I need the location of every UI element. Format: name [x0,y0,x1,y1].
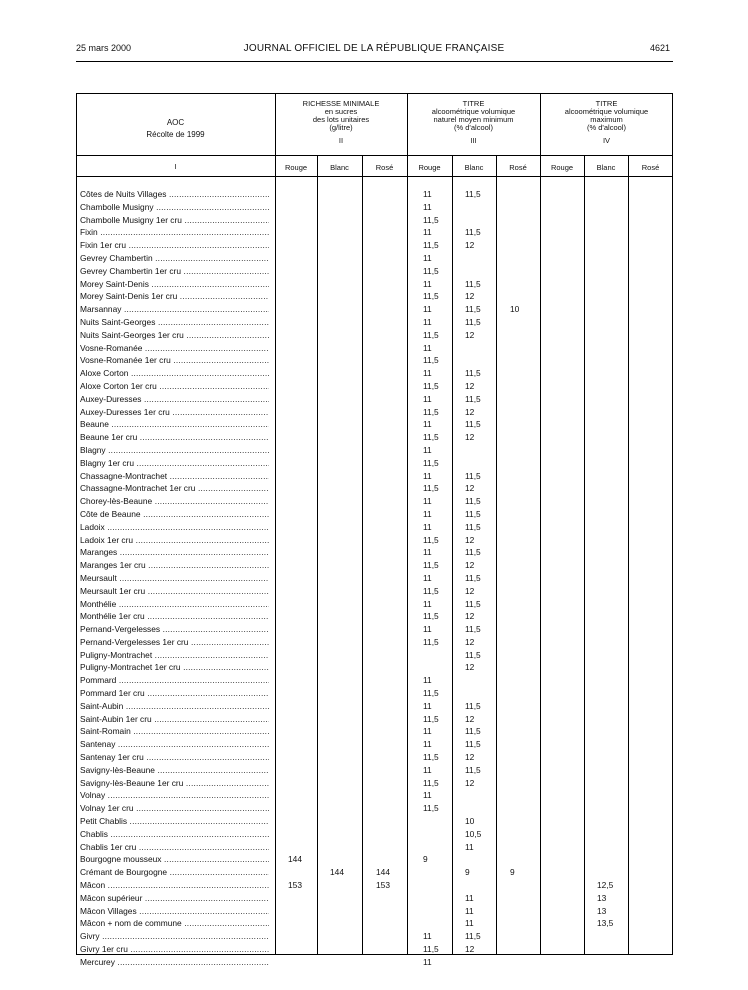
table-row [0,201,748,214]
table-cell: 11 [465,841,474,852]
table-row [0,534,748,547]
aoc-name: Fixin 1er cru ..... [80,239,269,252]
table-cell: 12 [465,406,475,417]
table-cell: 11 [423,726,432,737]
aoc-name: Marsannay ..... [80,303,269,316]
aoc-name: Pernand-Vergelesses ..... [80,623,269,636]
table-cell: 11 [423,316,432,327]
table-row [0,598,748,611]
table-cell: 11 [423,931,432,942]
aoc-name: Mâcon supérieur ..... [80,892,269,905]
aoc-name: Beaune ..... [80,418,269,431]
table-cell: 11,5 [423,560,439,571]
table-row [0,789,748,802]
table-cell: 11 [423,956,432,967]
table-cell: 11,5 [465,624,481,635]
subheader-rouge: Rouge [284,163,308,172]
table-cell: 10 [465,816,475,827]
table-cell: 11,5 [423,688,439,699]
table-cell: 12 [465,636,475,647]
table-cell: 12 [465,329,475,340]
table-cell: 11,5 [465,189,481,199]
table-row [0,623,748,636]
aoc-name: Morey Saint-Denis 1er cru ..... [80,290,269,303]
table-cell: 13,5 [597,918,614,929]
aoc-name: Bourgogne mousseux ..... [80,853,269,866]
table-row [0,713,748,726]
aoc-name: Chassagne-Montrachet 1er cru ..... [80,482,269,495]
table-row [0,636,748,649]
header-date: 25 mars 2000 [76,43,132,53]
table-cell: 11 [465,918,474,929]
table-row [0,956,748,969]
table-cell: 11 [423,227,432,238]
table-cell: 9 [510,867,515,878]
table-cell: 12 [465,944,475,955]
aoc-name: Mâcon ..... [80,879,269,892]
subheader-rose: Rosé [641,163,660,172]
table-cell: 11,5 [465,368,481,379]
aoc-name: Mâcon Villages ..... [80,905,269,918]
table-cell: 12 [465,483,475,494]
table-cell: 11,5 [465,649,481,660]
aoc-name: Santenay 1er cru ..... [80,751,269,764]
table-row [0,892,748,905]
aoc-name: Chablis 1er cru ..... [80,841,269,854]
table-cell: 11 [423,700,432,711]
table-cell: 11 [423,393,432,404]
table-row [0,482,748,495]
table-row [0,802,748,815]
table-cell: 11,5 [423,240,439,251]
aoc-name: Nuits Saint-Georges ..... [80,316,269,329]
table-row [0,444,748,457]
table-cell: 11,5 [423,534,439,545]
subheader-blanc: Blanc [464,163,484,172]
group-titre-max-header: TITRE alcoométrique volumique maximum (% d'alcool) IV [564,99,649,145]
table-cell: 11,5 [423,803,439,814]
aoc-name: Mâcon + nom de commune ..... [80,917,269,930]
table-row [0,943,748,956]
table-cell: 11,5 [423,432,439,443]
table-cell: 9 [465,867,470,878]
table-row [0,457,748,470]
table-row [0,226,748,239]
table-row [0,725,748,738]
table-cell: 11 [423,675,432,686]
table-cell: 12 [465,560,475,571]
table-row [0,841,748,854]
subheader-rouge: Rouge [418,163,441,172]
col-aoc-numeral: I [174,162,177,171]
aoc-name: Côte de Beaune ..... [80,508,269,521]
aoc-name: Morey Saint-Denis ..... [80,278,269,291]
table-row [0,278,748,291]
table-cell: 11,5 [423,713,439,724]
aoc-name: Mercurey ..... [80,956,269,969]
aoc-name: Petit Chablis ..... [80,815,269,828]
table-cell: 12 [465,291,475,302]
aoc-name: Nuits Saint-Georges 1er cru ..... [80,329,269,342]
table-cell: 11,5 [423,483,439,494]
table-cell: 11 [423,790,432,801]
table-cell: 12 [465,713,475,724]
aoc-name: Ladoix ..... [80,521,269,534]
table-cell: 11,5 [423,636,439,647]
aoc-name: Volnay 1er cru ..... [80,802,269,815]
aoc-name: Beaune 1er cru ..... [80,431,269,444]
table-cell: 11 [423,521,432,532]
table-row [0,572,748,585]
aoc-name: Chambolle Musigny 1er cru ..... [80,214,269,227]
aoc-name: Vosne-Romanée 1er cru ..... [80,354,269,367]
table-cell: 11,5 [465,470,481,481]
aoc-name: Meursault ..... [80,572,269,585]
table-row [0,265,748,278]
aoc-name: Gevrey Chambertin 1er cru ..... [80,265,269,278]
aoc-name: Monthélie ..... [80,598,269,611]
table-cell: 12 [465,240,475,251]
table-cell: 11,5 [423,329,439,340]
table-cell: 12 [465,534,475,545]
table-row [0,252,748,265]
table-cell: 11 [423,470,432,481]
table-row [0,738,748,751]
table-cell: 11 [423,739,432,750]
subheader-blanc: Blanc [596,163,616,172]
table-cell: 11,5 [465,739,481,750]
table-row [0,610,748,623]
table-cell: 11,5 [465,419,481,430]
aoc-name: Blagny ..... [80,444,269,457]
table-cell: 11,5 [423,585,439,596]
table-cell: 11,5 [423,214,439,225]
aoc-name: Saint-Aubin ..... [80,700,269,713]
aoc-name: Volnay ..... [80,789,269,802]
aoc-name: Crémant de Bourgogne ..... [80,866,269,879]
table-row [0,751,748,764]
table-row [0,687,748,700]
table-row [0,342,748,355]
aoc-name: Saint-Romain ..... [80,725,269,738]
table-row [0,546,748,559]
table-cell: 12 [465,662,475,673]
aoc-name: Côtes de Nuits Villages ..... [80,188,269,201]
table-row [0,866,748,879]
table-row [0,380,748,393]
table-cell: 11,5 [465,931,481,942]
table-cell: 10,5 [465,828,482,839]
aoc-name: Chablis ..... [80,828,269,841]
table-row [0,367,748,380]
table-cell: 11 [423,342,432,353]
table-cell: 12 [465,585,475,596]
aoc-name: Ladoix 1er cru ..... [80,534,269,547]
table-cell: 11,5 [465,496,481,507]
table-row [0,316,748,329]
table-cell: 12,5 [597,880,614,891]
header-rule-1 [76,155,673,156]
table-cell: 11,5 [465,547,481,558]
aoc-name: Givry ..... [80,930,269,943]
table-cell: 13 [597,892,607,903]
table-cell: 144 [376,867,390,878]
table-row [0,214,748,227]
table-cell: 144 [330,867,344,878]
table-row [0,585,748,598]
table-row [0,508,748,521]
table-row [0,521,748,534]
table-cell: 11 [423,496,432,507]
table-cell: 13 [597,905,607,916]
header-rule-2 [76,176,673,177]
table-cell: 12 [465,432,475,443]
aoc-name: Gevrey Chambertin ..... [80,252,269,265]
table-cell: 11,5 [423,291,439,302]
table-cell: 11 [423,598,432,609]
table-row [0,905,748,918]
aoc-name: Aloxe Corton ..... [80,367,269,380]
col-aoc-header: AOC Récolte de 1999 [146,118,205,139]
table-row [0,559,748,572]
table-row [0,188,748,201]
table-row [0,828,748,841]
table-cell: 11,5 [423,380,439,391]
table-row [0,879,748,892]
aoc-name: Maranges 1er cru ..... [80,559,269,572]
table-row [0,431,748,444]
table-row [0,418,748,431]
aoc-name: Puligny-Montrachet 1er cru ..... [80,661,269,674]
header-rule [76,61,673,62]
table-row [0,700,748,713]
aoc-name: Pommard 1er cru ..... [80,687,269,700]
table-cell: 11,5 [423,752,439,763]
table-cell: 153 [288,880,302,891]
aoc-name: Aloxe Corton 1er cru ..... [80,380,269,393]
table-cell: 11 [423,624,432,635]
table-cell: 11 [423,444,432,455]
group-richesse-header: RICHESSE MINIMALE en sucres des lots unitaires (g/litre) II [302,99,380,145]
table-cell: 11,5 [465,726,481,737]
table-row [0,649,748,662]
table-row [0,777,748,790]
table-cell: 11 [423,304,432,315]
table-cell: 144 [288,854,302,865]
aoc-name: Vosne-Romanée ..... [80,342,269,355]
table-cell: 11,5 [423,611,439,622]
table-cell: 10 [510,304,520,315]
table-cell: 11 [423,252,432,263]
table-cell: 11,5 [465,316,481,327]
table-cell: 11,5 [465,700,481,711]
table-body [0,188,748,969]
aoc-name: Monthélie 1er cru ..... [80,610,269,623]
table-row [0,354,748,367]
table-row [0,815,748,828]
table-cell: 11,5 [423,457,439,468]
aoc-name: Savigny-lès-Beaune 1er cru ..... [80,777,269,790]
table-row [0,764,748,777]
table-cell: 11,5 [465,521,481,532]
table-row [0,853,748,866]
subheader-rose: Rosé [509,163,527,172]
aoc-name: Maranges ..... [80,546,269,559]
table-cell: 11,5 [423,944,439,955]
table-cell: 11,5 [465,278,481,289]
subheader-blanc: Blanc [330,163,349,172]
aoc-name: Savigny-lès-Beaune ..... [80,764,269,777]
aoc-name: Chassagne-Montrachet ..... [80,470,269,483]
table-cell: 12 [465,752,475,763]
table-cell: 11,5 [465,764,481,775]
table-cell: 11 [465,905,474,916]
table-row [0,329,748,342]
table-cell: 11,5 [465,227,481,238]
table-row [0,495,748,508]
table-cell: 11,5 [423,355,439,366]
aoc-name: Santenay ..... [80,738,269,751]
table-cell: 11,5 [423,265,439,276]
table-cell: 11 [423,278,432,289]
subheader-rouge: Rouge [550,163,574,172]
table-cell: 12 [465,777,475,788]
table-cell: 11 [423,508,432,519]
aoc-name: Pommard ..... [80,674,269,687]
aoc-name: Meursault 1er cru ..... [80,585,269,598]
table-cell: 11,5 [465,598,481,609]
aoc-name: Chorey-lès-Beaune ..... [80,495,269,508]
table-cell: 11 [423,201,432,212]
table-row [0,674,748,687]
table-cell: 11 [423,419,432,430]
group-titre-min-header: TITRE alcoométrique volumique naturel moyen minimum (% d'alcool) III [431,99,516,145]
subheader-rose: Rosé [375,163,394,172]
table-cell: 11,5 [423,406,439,417]
table-cell: 11,5 [465,304,481,315]
table-row [0,290,748,303]
table-cell: 11,5 [423,777,439,788]
aoc-name: Fixin ..... [80,226,269,239]
table-cell: 9 [423,854,428,865]
table-cell: 12 [465,380,475,391]
table-row [0,661,748,674]
table-row [0,393,748,406]
aoc-name: Auxey-Duresses 1er cru ..... [80,406,269,419]
aoc-name: Blagny 1er cru ..... [80,457,269,470]
table-cell: 11 [465,892,474,903]
aoc-name: Saint-Aubin 1er cru ..... [80,713,269,726]
aoc-name: Auxey-Duresses ..... [80,393,269,406]
table-cell: 11,5 [465,572,481,583]
table-row [0,303,748,316]
table-row [0,239,748,252]
table-cell: 11 [423,368,432,379]
table-cell: 11,5 [465,508,481,519]
page-number: 4621 [650,43,671,53]
aoc-name: Givry 1er cru ..... [80,943,269,956]
table-cell: 12 [465,611,475,622]
table-cell: 11 [423,547,432,558]
table-row [0,406,748,419]
table-cell: 11 [423,572,432,583]
aoc-name: Chambolle Musigny ..... [80,201,269,214]
aoc-name: Puligny-Montrachet ..... [80,649,269,662]
header-title: JOURNAL OFFICIEL DE LA RÉPUBLIQUE FRANÇAISE [243,43,505,54]
table-row [0,470,748,483]
table-cell: 11,5 [465,393,481,404]
table-cell: 11 [423,764,432,775]
table-row [0,917,748,930]
table-cell: 11 [423,189,432,199]
table-row [0,930,748,943]
aoc-name: Pernand-Vergelesses 1er cru ..... [80,636,269,649]
table-cell: 153 [376,880,390,891]
